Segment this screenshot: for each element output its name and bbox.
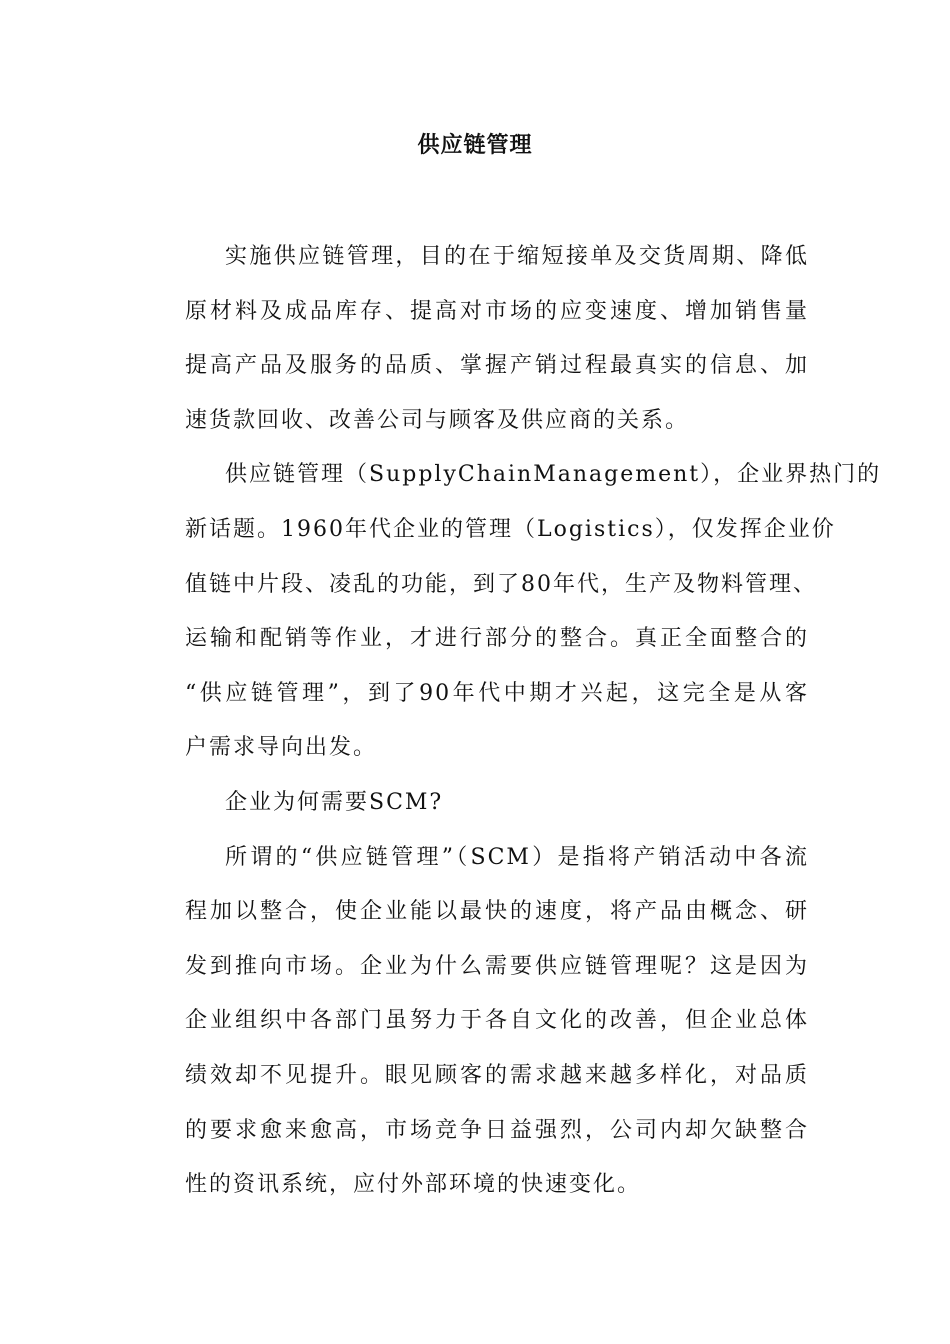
paragraph-2 bbox=[145, 448, 882, 776]
paragraph-line: 所谓的“供应链管理”（SCM）是指将产销活动中各流 bbox=[225, 844, 809, 870]
paragraph-line: 值链中片段、凌乱的功能，到了80年代，生产及物料管理、 bbox=[185, 571, 817, 597]
paragraph-line: 的要求愈来愈高，市场竞争日益强烈，公司内却欠缺整合 bbox=[185, 1117, 809, 1143]
paragraph-line: 速货款回收、改善公司与顾客及供应商的关系。 bbox=[185, 407, 690, 433]
paragraph-1 bbox=[145, 230, 809, 448]
paragraph-line: 企业组织中各部门虽努力于各自文化的改善，但企业总体 bbox=[185, 1008, 809, 1034]
paragraph-line: 性的资讯系统，应付外部环境的快速变化。 bbox=[185, 1172, 642, 1198]
paragraph-line: 企业为何需要SCM? bbox=[225, 789, 444, 815]
document-body bbox=[145, 230, 882, 1213]
paragraph-line: 原材料及成品库存、提高对市场的应变速度、增加销售量 bbox=[185, 298, 809, 324]
paragraph-4 bbox=[145, 831, 809, 1213]
paragraph-line: 实施供应链管理，目的在于缩短接单及交货周期、降低 bbox=[225, 244, 809, 269]
paragraph-line: 运输和配销等作业，才进行部分的整合。真正全面整合的 bbox=[185, 626, 809, 652]
paragraph-line: 户需求导向出发。 bbox=[185, 735, 378, 761]
paragraph-line: 新话题。1960年代企业的管理（Logistics），仅发挥企业价 bbox=[185, 516, 836, 542]
paragraph-line: 程加以整合，使企业能以最快的速度，将产品由概念、研 bbox=[185, 899, 809, 925]
document-title: 供应链管理 bbox=[417, 132, 533, 158]
paragraph-line: 提高产品及服务的品质、掌握产销过程最真实的信息、加 bbox=[185, 353, 809, 379]
paragraph-3 bbox=[145, 776, 809, 831]
paragraph-line: “供应链管理”，到了90年代中期才兴起，这完全是从客 bbox=[185, 680, 809, 706]
paragraph-line: 供应链管理（SupplyChainManagement），企业界热门的 bbox=[225, 462, 882, 488]
paragraph-line: 绩效却不见提升。眼见顾客的需求越来越多样化，对品质 bbox=[185, 1062, 809, 1088]
paragraph-line: 发到推向市场。企业为什么需要供应链管理呢？这是因为 bbox=[185, 953, 809, 979]
